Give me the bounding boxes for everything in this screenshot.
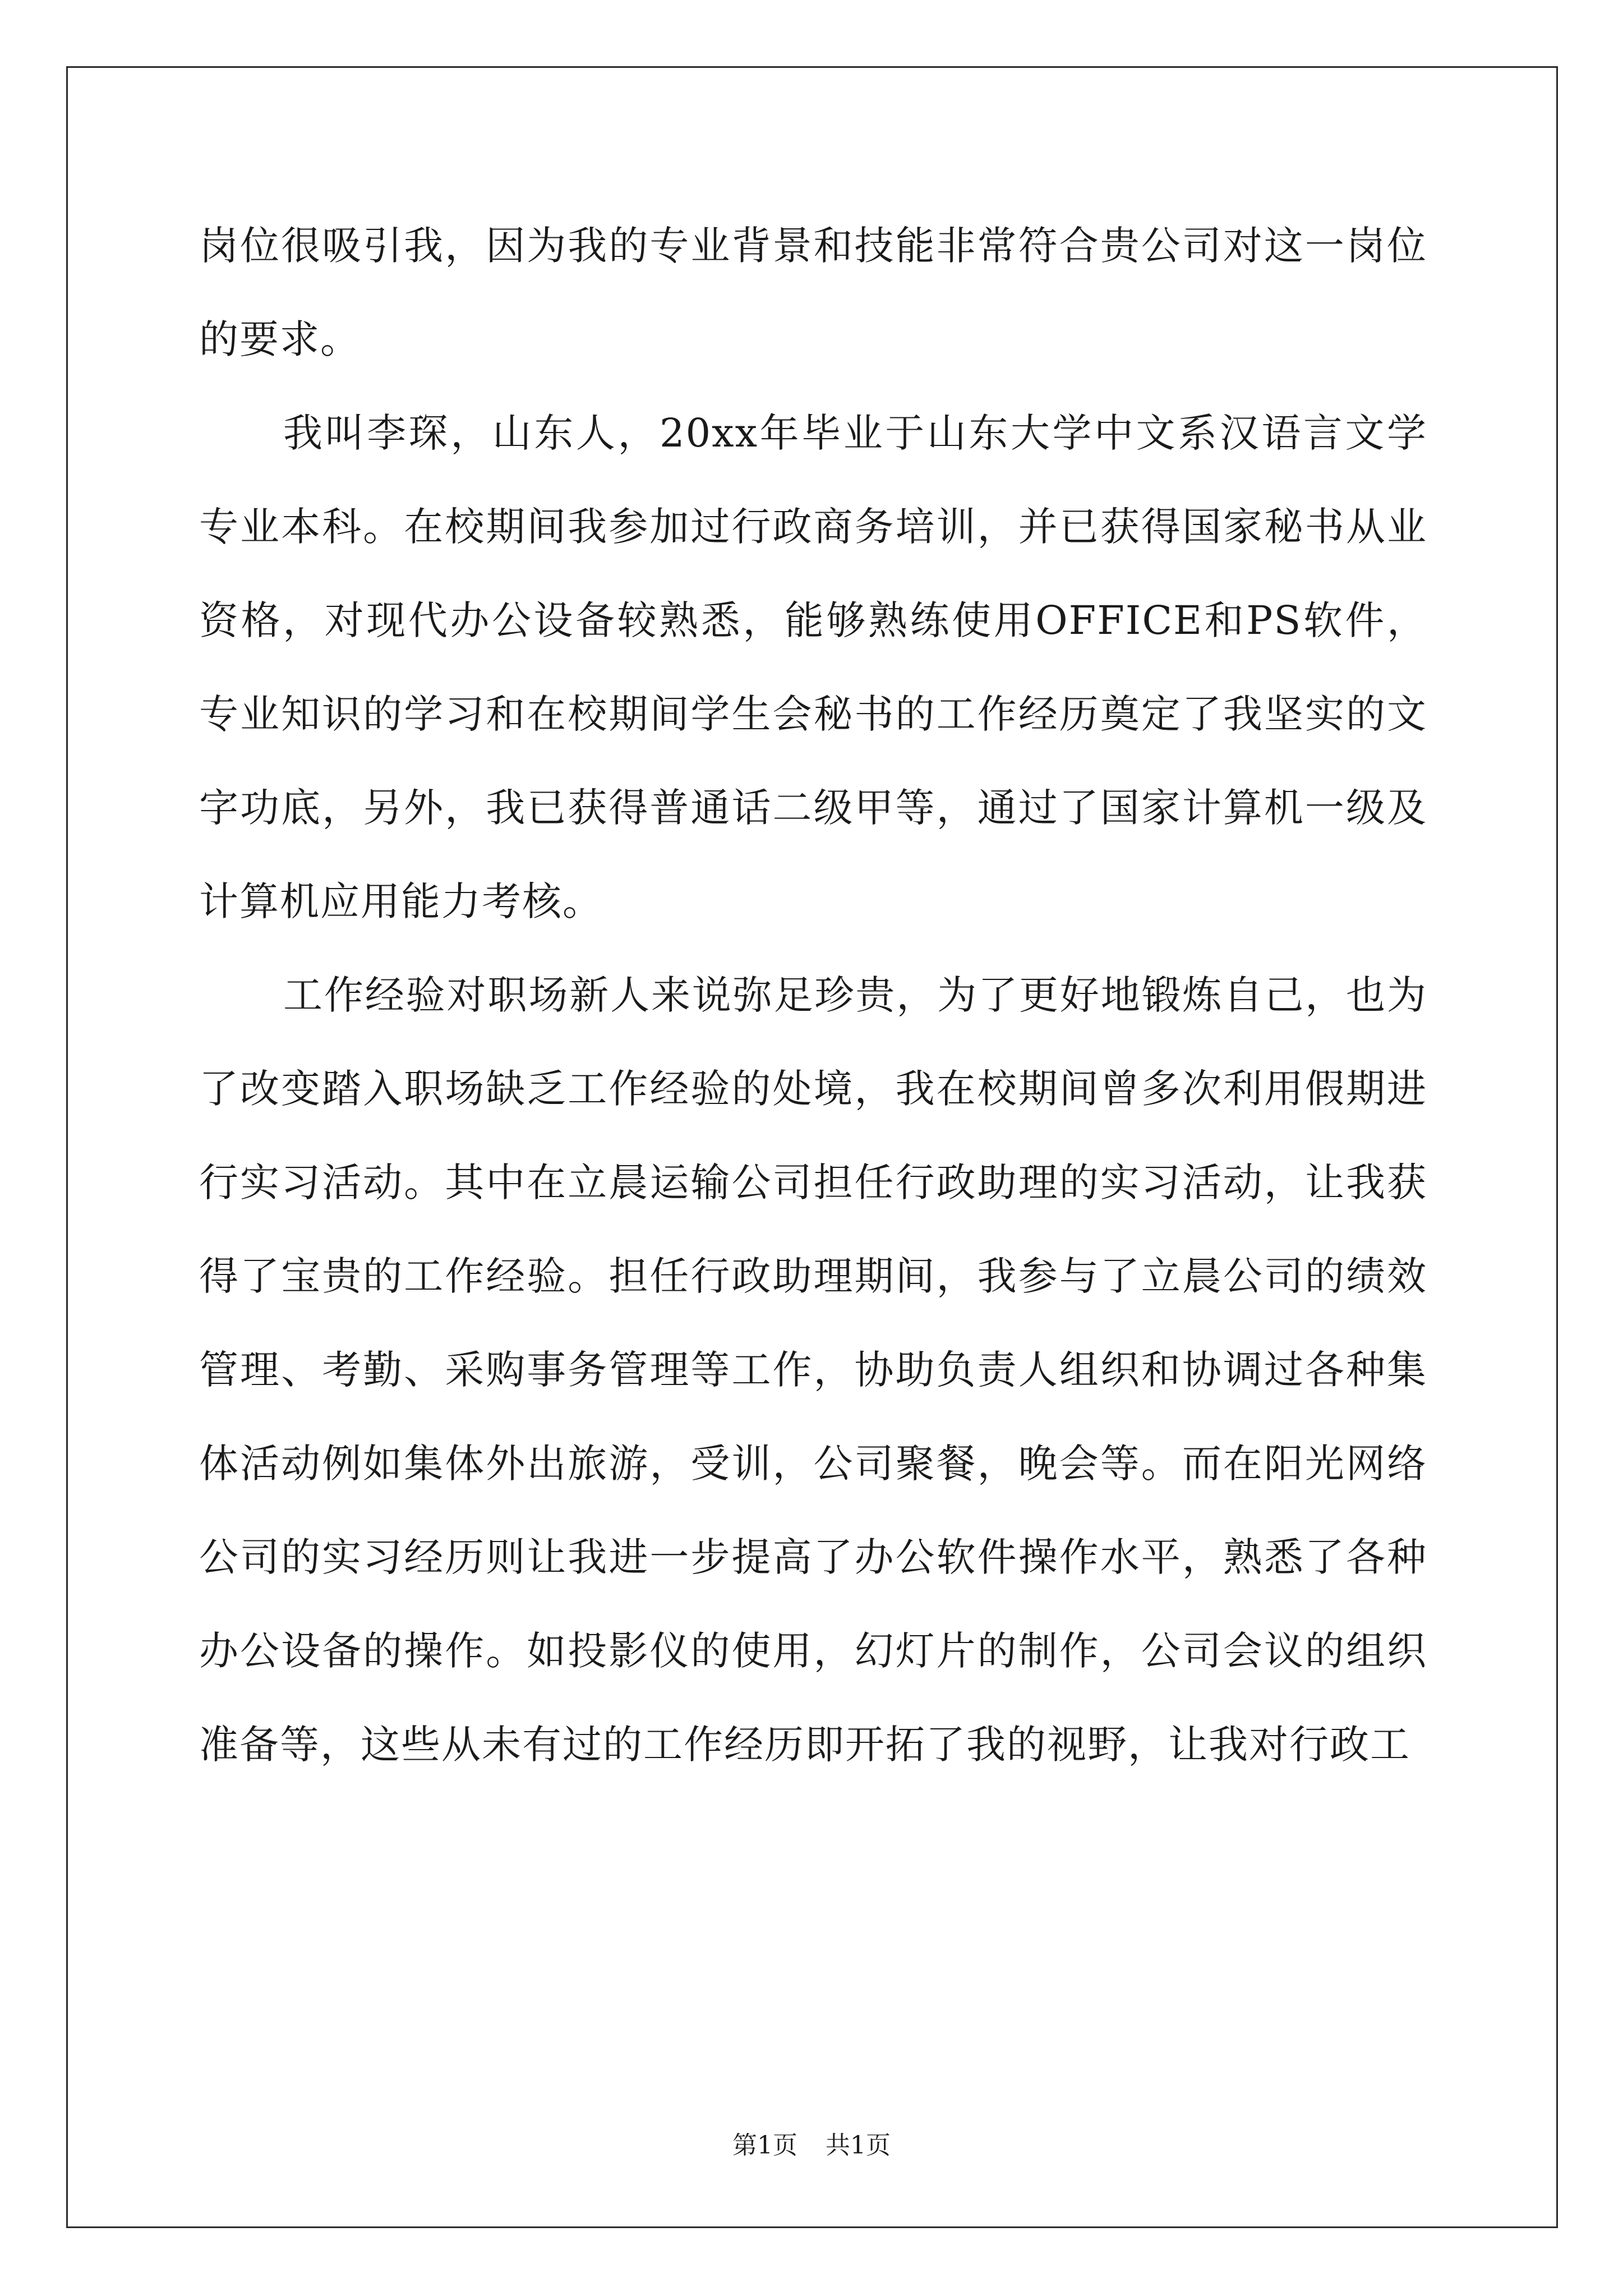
paragraph-2: 我叫李琛，山东人，20xx年毕业于山东大学中文系汉语言文学专业本科。在校期间我参加过行政商务培训，并已获得国家秘书从业资格，对现代办公设备较熟悉，能够熟练使用OFFICE和PS软件，专业知识的学习和在校期间学生会秘书的工作经历奠定了我坚实的文字功底，另外，我已获得普通话二级甲等，通过了国家计算机一级及计算机应用能力考核。 [199,410,1427,924]
paragraph-3: 工作经验对职场新人来说弥足珍贵，为了更好地锻炼自己，也为了改变踏入职场缺乏工作经验的处境，我在校期间曾多次利用假期进行实习活动。其中在立晨运输公司担任行政助理的实习活动，让我获得了宝贵的工作经验。担任行政助理期间，我参与了立晨公司的绩效管理、考勤、采购事务管理等工作，协助负责人组织和协调过各种集体活动例如集体外出旅游，受训，公司聚餐，晚会等。而在阳光网络公司的实习经历则让我进一步提高了办公软件操作水平，熟悉了各种办公设备的操作。如投影仪的使用，幻灯片的制作，公司会议的组织准备等，这些从未有过的工作经历即开拓了我的视野，让我对行政工 [199,972,1427,1768]
page-number-current: 第1页 [732,2131,797,2160]
paragraph-1: 岗位很吸引我，因为我的专业背景和技能非常符合贵公司对这一岗位的要求。 [199,223,1427,362]
page-footer [0,2129,1623,2162]
document-body [199,199,1427,1792]
page-number-total: 共1页 [826,2131,891,2160]
